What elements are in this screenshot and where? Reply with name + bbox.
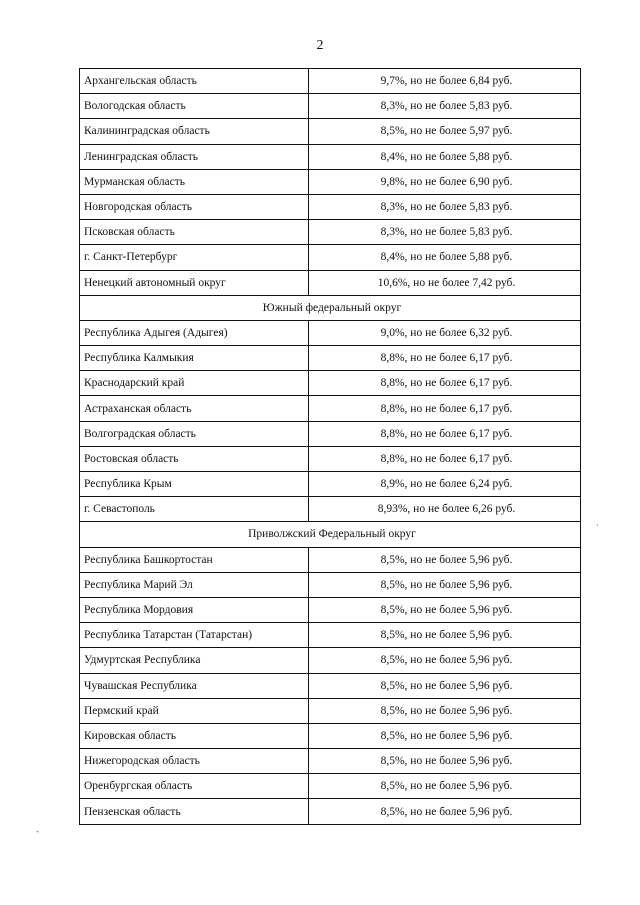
table-row: [80, 572, 581, 597]
rate-cell: 8,9%, но не более 6,24 руб.: [309, 472, 581, 497]
table-row: [80, 472, 581, 497]
region-cell: Ростовская область: [80, 446, 309, 471]
table-row: [80, 698, 581, 723]
scan-mark-left: -: [36, 826, 39, 836]
table-row: [80, 371, 581, 396]
rate-cell: 8,5%, но не более 5,96 руб.: [309, 774, 581, 799]
table-row: [80, 69, 581, 94]
rate-cell: 8,8%, но не более 6,17 руб.: [309, 421, 581, 446]
rate-cell: 8,3%, но не более 5,83 руб.: [309, 194, 581, 219]
region-cell: Удмуртская Республика: [80, 648, 309, 673]
rate-cell: 8,5%, но не более 5,96 руб.: [309, 799, 581, 824]
region-cell: Краснодарский край: [80, 371, 309, 396]
table-row: [80, 648, 581, 673]
table-row: [80, 497, 581, 522]
table-row: [80, 673, 581, 698]
rate-cell: 10,6%, но не более 7,42 руб.: [309, 270, 581, 295]
region-cell: Астраханская область: [80, 396, 309, 421]
region-cell: Пермский край: [80, 698, 309, 723]
region-cell: Нижегородская область: [80, 749, 309, 774]
table-row: [80, 194, 581, 219]
region-cell: Калининградская область: [80, 119, 309, 144]
rate-cell: 8,5%, но не более 5,96 руб.: [309, 648, 581, 673]
region-cell: Архангельская область: [80, 69, 309, 94]
rate-cell: 8,5%, но не более 5,96 руб.: [309, 749, 581, 774]
table-row: [80, 547, 581, 572]
rate-cell: 8,8%, но не более 6,17 руб.: [309, 396, 581, 421]
table-row: [80, 723, 581, 748]
table-row: [80, 119, 581, 144]
region-cell: г. Севастополь: [80, 497, 309, 522]
region-cell: Пензенская область: [80, 799, 309, 824]
table-row: [80, 774, 581, 799]
rate-cell: 9,7%, но не более 6,84 руб.: [309, 69, 581, 94]
region-cell: Республика Мордовия: [80, 597, 309, 622]
region-cell: Республика Адыгея (Адыгея): [80, 320, 309, 345]
rate-cell: 8,8%, но не более 6,17 руб.: [309, 371, 581, 396]
scan-mark-right: ·: [596, 520, 599, 530]
region-cell: Республика Марий Эл: [80, 572, 309, 597]
table-row: [80, 623, 581, 648]
rate-cell: 8,5%, но не более 5,97 руб.: [309, 119, 581, 144]
table-row: [80, 597, 581, 622]
rate-cell: 8,3%, но не более 5,83 руб.: [309, 94, 581, 119]
rates-table-body: [80, 69, 581, 825]
rate-cell: 8,8%, но не более 6,17 руб.: [309, 446, 581, 471]
rate-cell: 8,5%, но не более 5,96 руб.: [309, 673, 581, 698]
rate-cell: 8,4%, но не более 5,88 руб.: [309, 245, 581, 270]
rates-table: [79, 68, 581, 825]
rate-cell: 8,5%, но не более 5,96 руб.: [309, 723, 581, 748]
rate-cell: 8,4%, но не более 5,88 руб.: [309, 144, 581, 169]
table-row: [80, 749, 581, 774]
region-cell: г. Санкт-Петербург: [80, 245, 309, 270]
region-cell: Новгородская область: [80, 194, 309, 219]
region-cell: Республика Татарстан (Татарстан): [80, 623, 309, 648]
region-cell: Ленинградская область: [80, 144, 309, 169]
section-row: [80, 522, 581, 547]
rate-cell: 8,5%, но не более 5,96 руб.: [309, 698, 581, 723]
region-cell: Псковская область: [80, 220, 309, 245]
rate-cell: 8,8%, но не более 6,17 руб.: [309, 346, 581, 371]
region-cell: Республика Крым: [80, 472, 309, 497]
section-row: [80, 295, 581, 320]
region-cell: Вологодская область: [80, 94, 309, 119]
region-cell: Мурманская область: [80, 169, 309, 194]
rate-cell: 8,5%, но не более 5,96 руб.: [309, 623, 581, 648]
table-row: [80, 346, 581, 371]
section-title: Приволжский Федеральный округ: [80, 522, 581, 547]
table-row: [80, 220, 581, 245]
page-number: 2: [316, 38, 324, 53]
table-row: [80, 94, 581, 119]
table-row: [80, 270, 581, 295]
region-cell: Оренбургская область: [80, 774, 309, 799]
table-row: [80, 320, 581, 345]
table-row: [80, 421, 581, 446]
region-cell: Республика Калмыкия: [80, 346, 309, 371]
region-cell: Республика Башкортостан: [80, 547, 309, 572]
rate-cell: 8,93%, но не более 6,26 руб.: [309, 497, 581, 522]
section-title: Южный федеральный округ: [80, 295, 581, 320]
table-row: [80, 144, 581, 169]
table-row: [80, 245, 581, 270]
region-cell: Ненецкий автономный округ: [80, 270, 309, 295]
rate-cell: 8,5%, но не более 5,96 руб.: [309, 547, 581, 572]
region-cell: Кировская область: [80, 723, 309, 748]
rate-cell: 8,5%, но не более 5,96 руб.: [309, 572, 581, 597]
rate-cell: 8,5%, но не более 5,96 руб.: [309, 597, 581, 622]
table-row: [80, 446, 581, 471]
table-row: [80, 799, 581, 824]
rate-cell: 8,3%, но не более 5,83 руб.: [309, 220, 581, 245]
region-cell: Чувашская Республика: [80, 673, 309, 698]
rate-cell: 9,0%, но не более 6,32 руб.: [309, 320, 581, 345]
table-row: [80, 396, 581, 421]
table-row: [80, 169, 581, 194]
region-cell: Волгоградская область: [80, 421, 309, 446]
rate-cell: 9,8%, но не более 6,90 руб.: [309, 169, 581, 194]
